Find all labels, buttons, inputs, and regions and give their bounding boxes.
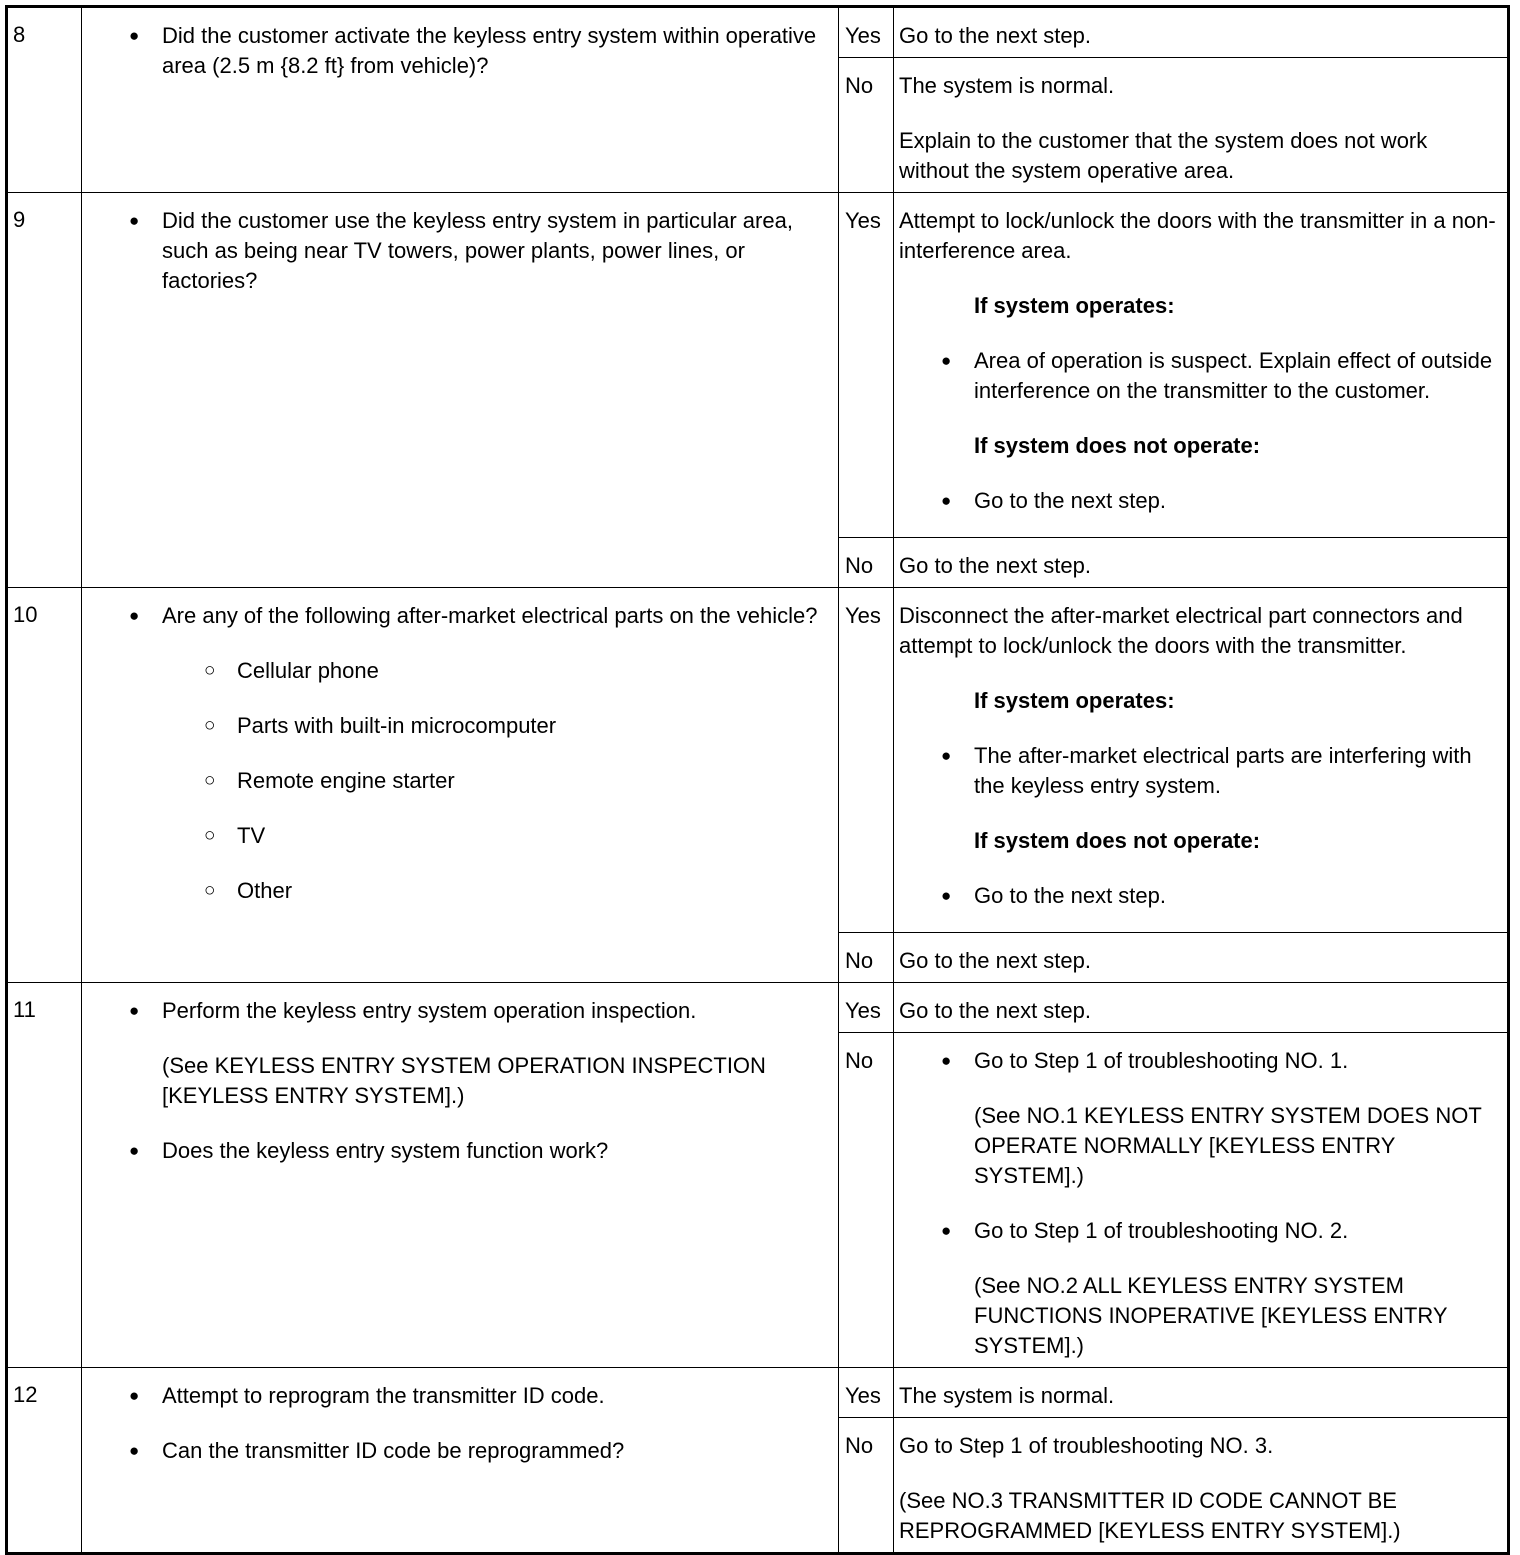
inspection-reference: (See KEYLESS ENTRY SYSTEM OPERATION INSPECTION [KEYLESS ENTRY SYSTEM].) xyxy=(162,1053,766,1108)
inspection-item: ● Perform the keyless entry system operation inspection. xyxy=(82,996,828,1026)
inspection-item: ● Attempt to reprogram the transmitter ID code. xyxy=(82,1381,828,1411)
step-12-yes-action: The system is normal. xyxy=(894,1368,1509,1418)
step-number: 9 xyxy=(7,193,82,588)
step-11-yes-row xyxy=(7,983,1509,1033)
troubleshooting-table xyxy=(5,5,1510,1555)
step-11-yes-action: Go to the next step. xyxy=(894,983,1509,1033)
part-item: ○ Remote engine starter xyxy=(82,766,828,796)
action-text: Explain to the customer that the system does not work without the system operative area. xyxy=(899,128,1428,183)
action-text: Attempt to lock/unlock the doors with the transmitter in a non-interference area. xyxy=(899,208,1496,263)
condition-heading: If system does not operate: xyxy=(974,433,1261,458)
step-number: 8 xyxy=(7,7,82,193)
action-reference: (See NO.1 KEYLESS ENTRY SYSTEM DOES NOT OPERATE NORMALLY [KEYLESS ENTRY SYSTEM].) xyxy=(974,1103,1482,1188)
no-label: No xyxy=(839,538,894,588)
action-text: Disconnect the after-market electrical part connectors and attempt to lock/unlock the doors with the transmitter. xyxy=(899,603,1463,658)
step-12-no-action xyxy=(894,1418,1509,1554)
part-item: ○ TV xyxy=(82,821,828,851)
step-10-no-action: Go to the next step. xyxy=(894,933,1509,983)
inspection-item: ● Did the customer use the keyless entry system in particular area, such as being near TV towers, power plants, power lines, or factories? xyxy=(82,206,828,296)
inspection-item: ● Are any of the following after-market electrical parts on the vehicle? xyxy=(82,601,828,631)
action-item: ● Go to Step 1 of troubleshooting NO. 2. xyxy=(899,1216,1501,1246)
action-text: The system is normal. xyxy=(899,73,1115,98)
condition-result: ● Area of operation is suspect. Explain effect of outside interference on the transmitter to the customer. xyxy=(899,346,1501,406)
action-text: Go to Step 1 of troubleshooting NO. 3. xyxy=(899,1433,1274,1458)
step-11-inspection xyxy=(82,983,839,1368)
step-8-no-action xyxy=(894,58,1509,193)
part-item: ○ Cellular phone xyxy=(82,656,828,686)
step-9-yes-action xyxy=(894,193,1509,538)
step-8-inspection xyxy=(82,7,839,193)
step-9-yes-row xyxy=(7,193,1509,538)
step-8-yes-row xyxy=(7,7,1509,58)
inspection-item: ● Did the customer activate the keyless entry system within operative area (2.5 m {8.2 ft} from vehicle)? xyxy=(82,21,828,81)
action-item: ● Go to Step 1 of troubleshooting NO. 1. xyxy=(899,1046,1501,1076)
condition-heading: If system does not operate: xyxy=(974,828,1261,853)
condition-heading: If system operates: xyxy=(974,293,1175,318)
no-label: No xyxy=(839,58,894,193)
part-item: ○ Other xyxy=(82,876,828,906)
step-number: 10 xyxy=(7,588,82,983)
action-text: (See NO.3 TRANSMITTER ID CODE CANNOT BE REPROGRAMMED [KEYLESS ENTRY SYSTEM].) xyxy=(899,1488,1401,1543)
step-8-yes-action: Go to the next step. xyxy=(894,7,1509,58)
inspection-item: ● Does the keyless entry system function work? xyxy=(82,1136,828,1166)
condition-result: ● Go to the next step. xyxy=(899,881,1501,911)
step-9-no-action: Go to the next step. xyxy=(894,538,1509,588)
step-10-yes-row xyxy=(7,588,1509,933)
condition-result: ● Go to the next step. xyxy=(899,486,1501,516)
yes-label: Yes xyxy=(839,1368,894,1418)
condition-heading: If system operates: xyxy=(974,688,1175,713)
step-10-yes-action xyxy=(894,588,1509,933)
action-reference: (See NO.2 ALL KEYLESS ENTRY SYSTEM FUNCTIONS INOPERATIVE [KEYLESS ENTRY SYSTEM].) xyxy=(974,1273,1448,1358)
yes-label: Yes xyxy=(839,193,894,538)
step-12-inspection xyxy=(82,1368,839,1554)
step-number: 11 xyxy=(7,983,82,1368)
no-label: No xyxy=(839,1033,894,1368)
no-label: No xyxy=(839,1418,894,1554)
step-11-no-action xyxy=(894,1033,1509,1368)
no-label: No xyxy=(839,933,894,983)
step-10-inspection xyxy=(82,588,839,983)
step-9-inspection xyxy=(82,193,839,588)
step-12-yes-row xyxy=(7,1368,1509,1418)
yes-label: Yes xyxy=(839,983,894,1033)
condition-result: ● The after-market electrical parts are interfering with the keyless entry system. xyxy=(899,741,1501,801)
yes-label: Yes xyxy=(839,588,894,933)
yes-label: Yes xyxy=(839,7,894,58)
step-number: 12 xyxy=(7,1368,82,1554)
inspection-item: ● Can the transmitter ID code be reprogrammed? xyxy=(82,1436,828,1466)
part-item: ○ Parts with built-in microcomputer xyxy=(82,711,828,741)
